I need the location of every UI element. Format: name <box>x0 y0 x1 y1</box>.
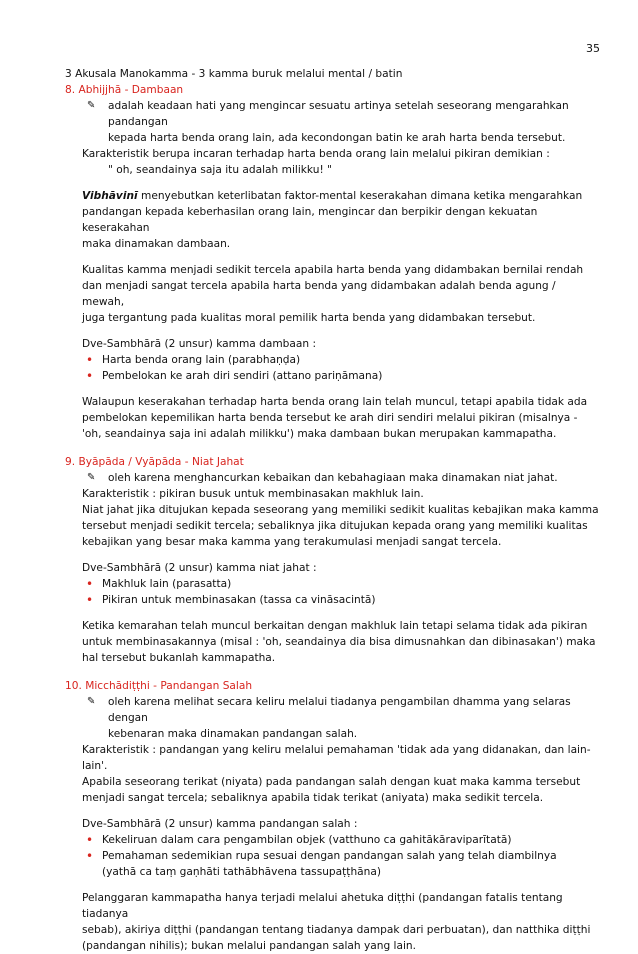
section-10-title: 10. Micchādiṭṭhi - Pandangan Salah <box>65 680 253 692</box>
s8-quote: " oh, seandainya saja itu adalah milikku! " <box>108 164 332 176</box>
list-item: • Pemahaman sedemikian rupa sesuai dengan pandangan salah yang telah diambilnya <box>86 849 557 863</box>
s10-note-paragraph: Pelanggaran kammapatha hanya terjadi melalui ahetuka diṭṭhi (pandangan fatalis tentang tiadanya sebab), akiriya diṭṭhi (pandangan tentang tiadanya dampak dari perbuatan), dan natthika diṭṭhi (pandangan nihilis); bukan melalui pandangan salah yang lain. <box>82 892 591 952</box>
list-item: • Kekeliruan dalam cara pengambilan objek (vatthuno ca gahitākāraviparītatā) <box>86 833 512 847</box>
bullet-icon: • <box>86 593 94 607</box>
bullet-icon: • <box>86 833 94 847</box>
hand-pointer-icon: ✎ <box>87 696 96 707</box>
list-item: • Pembelokan ke arah diri sendiri (attano pariṇāmana) <box>86 369 383 383</box>
s8-factors: Dve-Sambhārā (2 unsur) kamma dambaan : • Harta benda orang lain (parabhaṇḍa) • Pembelokan ke arah diri sendiri (attano pariṇāmana) <box>65 336 600 384</box>
s8-definition: ✎ adalah keadaan hati yang mengincar sesuatu artinya setelah seseorang mengarahkan pandangan <box>87 100 569 128</box>
s8-vibhavini-paragraph: Vibhāvinī menyebutkan keterlibatan faktor-mental keserakahan dimana ketika mengarahkan pandangan kepada keberhasilan orang lain, mengincar dan berpikir dengan kekuatan keserakahan maka dinamakan dambaan. <box>82 190 583 250</box>
page-content <box>65 66 600 954</box>
section-10: 10. Micchādiṭṭhi - Pandangan Salah ✎ oleh karena melihat secara keliru melalui tiadanya pengambilan dhamma yang selaras dengan kebenaran maka dinamakan pandangan salah. Karakteristik : pandangan yang keliru melalui pemahaman 'tidak ada yang didanakan, dan lain-lain'. Apabila seseorang terikat (niyata) pada pandangan salah dengan kuat maka kamma tersebut menjadi sangat tercela; sebaliknya apabila tidak terikat (aniyata) maka sedikit tercela. <box>65 678 600 806</box>
s8-definition-cont: kepada harta benda orang lain, ada kecondongan batin ke arah harta benda tersebut. <box>108 132 566 144</box>
list-item-cont: (yathā ca taṃ gaṇhāti tathābhāvena tassupaṭṭhāna) <box>102 866 382 878</box>
list-item: • Harta benda orang lain (parabhaṇḍa) <box>86 353 301 367</box>
section-8-title: 8. Abhijjhā - Dambaan <box>65 84 184 96</box>
hand-pointer-icon: ✎ <box>87 472 96 483</box>
page-number: 35 <box>586 42 600 55</box>
bullet-icon: • <box>86 353 94 367</box>
section-9: 9. Byāpāda / Vyāpāda - Niat Jahat ✎ oleh karena menghancurkan kebaikan dan kebahagiaan maka dinamakan niat jahat. Karakteristik : pikiran busuk untuk membinasakan makhluk lain. Niat jahat jika ditujukan kepada seseorang yang memiliki sedikit kualitas kebajikan maka kamma tersebut menjadi sedikit tercela; sebaliknya jika ditujukan kepada orang yang memiliki kualitas kebajikan yang besar maka kamma yang terakumulasi menjadi sangat tercela. <box>65 456 599 548</box>
s9-definition: ✎ oleh karena menghancurkan kebaikan dan kebahagiaan maka dinamakan niat jahat. <box>87 472 558 484</box>
chapter-heading: 3 Akusala Manokamma - 3 kamma buruk melalui mental / batin <box>65 68 403 80</box>
s10-factors: Dve-Sambhārā (2 unsur) kamma pandangan salah : • Kekeliruan dalam cara pengambilan objek (vatthuno ca gahitākāraviparītatā) • Pemahaman sedemikian rupa sesuai dengan pandangan salah yang telah diambilnya (yathā ca taṃ gaṇhāti tathābhāvena tassupaṭṭhāna) <box>65 816 600 880</box>
bullet-icon: • <box>86 577 94 591</box>
s9-note-paragraph: Ketika kemarahan telah muncul berkaitan dengan makhluk lain tetapi selama tidak ada pikiran untuk membinasakannya (misal : 'oh, seandainya dia bisa dimusnahkan dan dibinasakan') maka hal tersebut bukanlah kammapatha. <box>82 620 596 664</box>
s9-factors: Dve-Sambhārā (2 unsur) kamma niat jahat : • Makhluk lain (parasatta) • Pikiran untuk membinasakan (tassa ca vināsacintā) <box>65 560 600 608</box>
bullet-icon: • <box>86 369 94 383</box>
section-9-title: 9. Byāpāda / Vyāpāda - Niat Jahat <box>65 456 244 468</box>
s8-quality-paragraph: Kualitas kamma menjadi sedikit tercela apabila harta benda yang didambakan bernilai rendah dan menjadi sangat tercela apabila harta benda yang didambakan adalah benda agung / mewah, juga tergantung pada kualitas moral pemilik harta benda yang didambakan tersebut. <box>82 264 584 324</box>
hand-pointer-icon: ✎ <box>87 100 96 111</box>
list-item: • Pikiran untuk membinasakan (tassa ca vināsacintā) <box>86 593 376 607</box>
s8-characteristic: Karakteristik berupa incaran terhadap harta benda orang lain melalui pikiran demikian : <box>82 148 550 160</box>
s8-note-paragraph: Walaupun keserakahan terhadap harta benda orang lain telah muncul, tetapi apabila tidak ada pembelokan kepemilikan harta benda tersebut ke arah diri sendiri melalui pikiran (misalnya - 'oh, seandainya saja ini adalah milikku') maka dambaan bukan merupakan kammapatha. <box>82 396 588 440</box>
list-item: • Makhluk lain (parasatta) <box>86 577 232 591</box>
s10-definition: ✎ oleh karena melihat secara keliru melalui tiadanya pengambilan dhamma yang selaras dengan <box>87 696 571 724</box>
bullet-icon: • <box>86 849 94 863</box>
